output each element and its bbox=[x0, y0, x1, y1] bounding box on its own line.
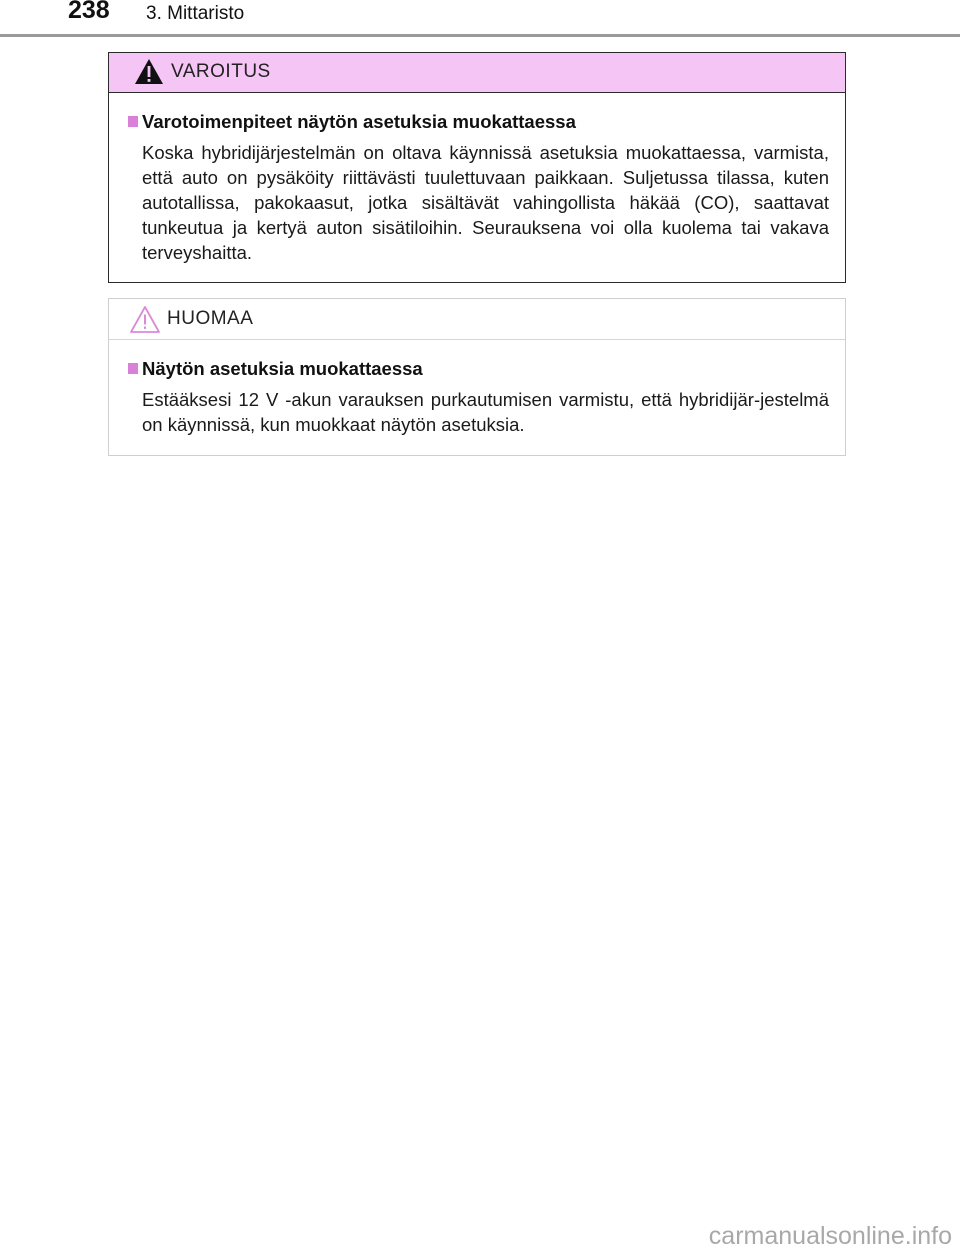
page-number: 238 bbox=[68, 0, 110, 24]
warning-item-title-text: Varotoimenpiteet näytön asetuksia muokattaessa bbox=[142, 111, 576, 132]
notice-header bbox=[109, 299, 845, 340]
warning-body bbox=[109, 110, 845, 265]
warning-item-text: Koska hybridijärjestelmän on oltava käynnissä asetuksia muokattaessa, varmista, että auto on pysäköity riittävästi tuulettuvaan paikkaan. Suljetussa tilassa, kuten autotallissa, pakokaasut, jotka sisältävät vahingollista häkää (CO), saattavat tunkeutua ja kertyä auton sisätiloihin. Seurauksena voi olla kuolema tai vakava terveyshaitta. bbox=[142, 142, 829, 263]
notice-box bbox=[108, 298, 846, 456]
warning-header bbox=[109, 53, 845, 93]
watermark: carmanualsonline.info bbox=[708, 1222, 952, 1250]
warning-triangle-icon bbox=[133, 57, 165, 87]
header-divider bbox=[0, 34, 960, 37]
notice-label: HUOMAA bbox=[167, 308, 254, 329]
warning-box bbox=[108, 52, 846, 283]
caution-triangle-icon bbox=[129, 305, 161, 335]
bullet-square-icon bbox=[128, 116, 138, 127]
warning-label: VAROITUS bbox=[171, 61, 271, 82]
notice-item-title bbox=[130, 357, 829, 381]
warning-item-title bbox=[130, 110, 829, 134]
bullet-square-icon bbox=[128, 363, 138, 374]
notice-body bbox=[109, 357, 845, 437]
notice-item-text: Estääksesi 12 V -akun varauksen purkautumisen varmistu, että hybridijär-jestelmä on käynnissä, kun muokkaat näytön asetuksia. bbox=[142, 389, 829, 435]
notice-item-title-text: Näytön asetuksia muokattaessa bbox=[142, 358, 423, 379]
page-header bbox=[0, 0, 960, 36]
section-title: 3. Mittaristo bbox=[146, 3, 245, 24]
